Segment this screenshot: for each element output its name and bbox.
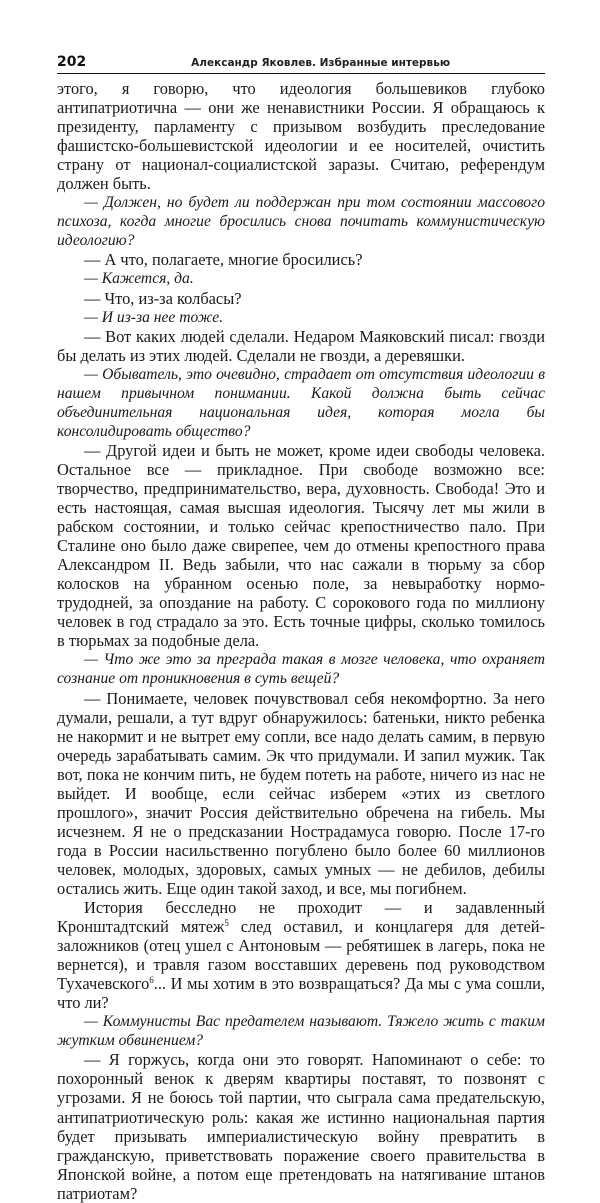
paragraph-question: — Что же это за преграда такая в мозге человека, что охраняет сознание от проникновения в суть вещей? xyxy=(57,651,545,688)
paragraph-answer: — Что, из-за колбасы? xyxy=(84,288,242,308)
paragraph-question: — Коммунисты Вас предателем называют. Тяжело жить с таким жутким обвинением? xyxy=(57,1013,545,1050)
paragraph-answer: — Понимаете, человек почувствовал себя некомфортно. За него думали, решали, а тут вдруг обнаружилось: батеньки, никто ребенка не накормит и не вытрет ему сопли, все надо делать самим, в первую очередь зарабатывать самим. Эк что придумали. И запил мужик. Так вот, пока не кончим пить, не будем потеть на работе, ничего из нас не выйдет. И вообще, если сейчас изберем «этих из светлого прошлого», значит Россия действительно обречена на гибель. Мы исчезнем. Я не о предсказании Нострадамуса говорю. После 17-го года в России насильственно погублено было более 60 миллионов человек, молодых, здоровых, самых умных — не дебилов, дебилы остались жить. Еще один такой заход, и все, мы погибнем. xyxy=(57,688,545,898)
paragraph-answer: — Другой идеи и быть не может, кроме идеи свободы человека. Остальное все — прикладное. При свободе возможно все: творчество, предпринимательство, вера, духовность. Свобода! Это и есть настоящая, самая высшая идеология. Тысячу лет мы жили в рабском состоянии, и только сейчас крепостничество пало. При Сталине оно было даже свирепее, чем до отмены крепостного права Александром II. Ведь забыли, что нас сажали в тюрьму за сбор колосков на убранном осенью поле, за невыработку нормо-трудодней, за опоздание на работу. С сорокового года по миллиону человек в год страдало за это. Есть точные цифры, сколько томилось в тюрьмах за подобные дела. xyxy=(57,440,545,651)
paragraph-answer: — А что, полагаете, многие бросились? xyxy=(84,250,363,270)
paragraph-answer: — Вот каких людей сделали. Недаром Маяковский писал: гвозди бы делать из этих людей. Сделали не гвозди, а деревяшки. xyxy=(57,326,545,365)
page-number: 202 xyxy=(57,54,87,70)
paragraph-question: — И из-за нее тоже. xyxy=(84,308,224,326)
text-segment: след оставил, и концлагеря для детей-заложников (отец ушел с Антоновым — ребятишек в лагерь, пока не вернется), и травля газом восставших деревень под руководством Тухачевского xyxy=(57,917,545,994)
paragraph-question: — Должен, но будет ли поддержан при том состоянии массового психоза, когда многие бросились снова почитать коммунистическую идеологию? xyxy=(57,194,545,250)
footnote-marker-6[interactable]: 6 xyxy=(149,975,154,986)
text-segment: ... И мы хотим в это возвращаться? Да мы с ума сошли, что ли? xyxy=(57,974,545,1013)
text-segment: История бесследно не проходит — и задавленный Кронштадтский мятеж xyxy=(57,898,545,937)
page-body xyxy=(57,79,545,1203)
book-page xyxy=(57,52,545,1203)
running-title: Александр Яковлев. Избранные интервью xyxy=(191,57,451,69)
footnote-marker-5[interactable]: 5 xyxy=(224,918,229,929)
paragraph-question: — Кажется, да. xyxy=(84,270,194,288)
paragraph-question: — Обыватель, это очевидно, страдает от отсутствия идеологии в нашем привычном понимании. Какой должна быть сейчас объединительная национальная идея, которая могла бы консолидировать общество? xyxy=(57,365,545,440)
paragraph-answer-with-footnotes xyxy=(57,898,545,1012)
running-header xyxy=(57,52,545,74)
paragraph-answer: этого, я говорю, что идеология большевиков глубоко антипатриотична — они же ненавистники России. Я обращаюсь к президенту, парламенту с призывом возбудить преследование фашистско-большевистской идеологии и ее носителей, очистить страну от национал-социалистской заразы. Считаю, референдум должен быть. xyxy=(57,79,545,194)
paragraph-answer: — Я горжусь, когда они это говорят. Напоминают о себе: то похоронный венок к дверям квартиры поставят, то позвонят с угрозами. Я не боюсь той партии, что сыграла сама предательскую, антипатриотическую роль: какая же истинно национальная партия будет призывать империалистическую войну превратить в гражданскую, приветствовать поражение своего правительства в Японской войне, а потом еще претендовать на натягивание штанов патриотам? xyxy=(57,1050,545,1203)
